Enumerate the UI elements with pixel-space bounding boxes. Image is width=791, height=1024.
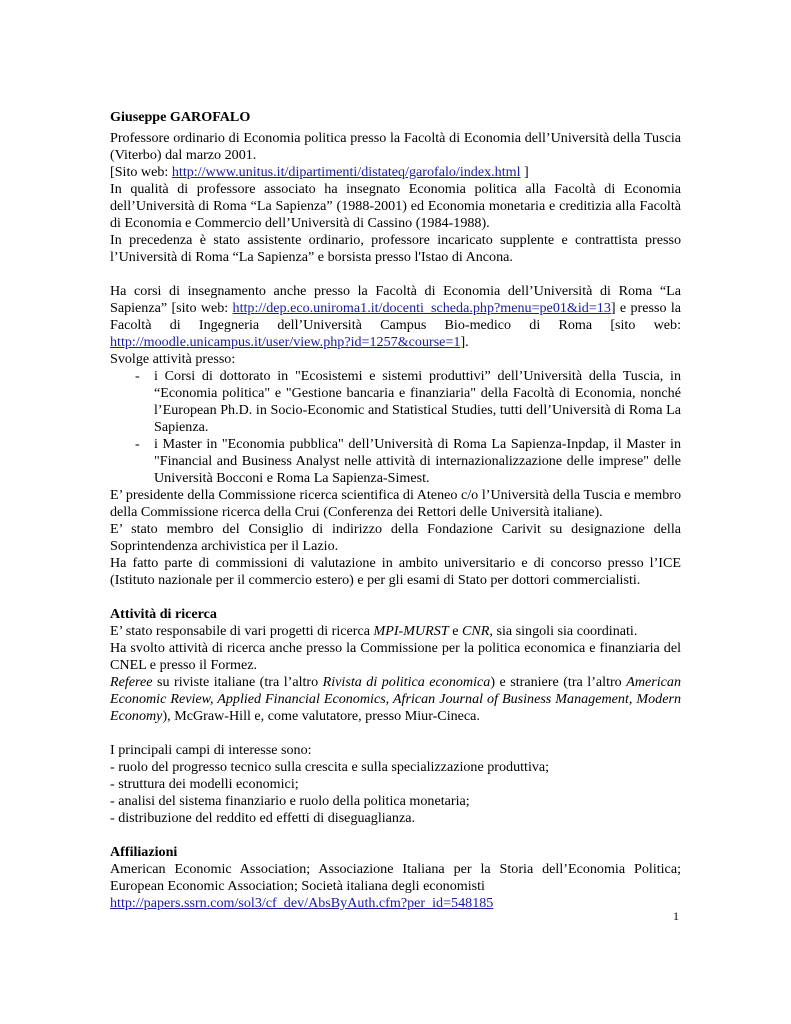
spacer	[110, 827, 681, 844]
intro-associate: In qualità di professore associato ha insegnato Economia politica alla Facoltà di Economia dell’Università di Roma “La Sapienza” (1988-2001) ed Economia monetaria e creditizia alla Facoltà di Economia e Commercio dell’Università di Cassino (1984-1988).	[110, 181, 681, 231]
ssrn-line	[110, 895, 681, 912]
intro-position: Professore ordinario di Economia politica presso la Facoltà di Economia dell’Università della Tuscia (Viterbo) dal marzo 2001.	[110, 130, 681, 163]
commissioni-paragraph: Ha fatto parte di commissioni di valutazione in ambito universitario e di concorso presso l’ICE (Istituto nazionale per il commercio estero) e per gli esami di Stato per dottori commercialisti.	[110, 555, 681, 588]
dash-bullet: -	[135, 436, 140, 452]
research-projects: E’ stato responsabile di vari progetti di ricerca MPI-MURST e CNR, sia singoli sia coordinati.	[110, 623, 638, 639]
svolge-heading: Svolge attività presso:	[110, 351, 236, 367]
carivit-paragraph: E’ stato membro del Consiglio di indirizzo della Fondazione Carivit su designazione della Soprintendenza archivistica per il Lazio.	[110, 521, 681, 554]
interest-item: - analisi del sistema finanziario e ruolo della politica monetaria;	[110, 793, 470, 809]
interest-item: - distribuzione del reddito ed effetti di diseguaglianza.	[110, 810, 416, 826]
unitus-link[interactable]: http://www.unitus.it/dipartimenti/distateq/garofalo/index.html	[171, 164, 521, 180]
presidente-paragraph: E’ presidente della Commissione ricerca scientifica di Ateneo c/o l’Università della Tuscia e membro della Commissione ricerca della Crui (Conferenza dei Rettori delle Università italiane).	[110, 487, 681, 520]
teaching-paragraph: Ha corsi di insegnamento anche presso la Facoltà di Economia dell’Università di Roma “La Sapienza” [sito web: http://dep.eco.uniroma1.it/docenti_scheda.php?menu=pe01&id=13] e presso la Facoltà di Ingegneria dell’Università Campus Bio-medico di Roma [sito web: http://moodle.unicampus.it/user/view.php?id=1257&course=1].	[110, 283, 681, 350]
uniroma-link[interactable]: http://dep.eco.uniroma1.it/docenti_scheda.php?menu=pe01&id=13	[232, 300, 611, 316]
intro-website: [Sito web: http://www.unitus.it/dipartimenti/distateq/garofalo/index.html ]	[110, 164, 529, 180]
intro-previous: In precedenza è stato assistente ordinario, professore incaricato supplente e contrattista presso l’Università di Roma “La Sapienza” e borsista presso l'Istao di Ancona.	[110, 232, 681, 265]
spacer	[110, 589, 681, 606]
activity-list	[110, 368, 681, 487]
dash-bullet: -	[135, 368, 140, 384]
spacer	[110, 266, 681, 283]
list-item: - i Corsi di dottorato in "Ecosistemi e sistemi produttivi” dell’Università della Tuscia, in “Economia politica" e "Gestione bancaria e finanziaria" della Facoltà di Economia, nonché l’European Ph.D. in Socio-Economic and Statistical Studies, tutti dell’Università di Roma La Sapienza.	[135, 368, 681, 435]
unicampus-link[interactable]: http://moodle.unicampus.it/user/view.php?id=1257&course=1	[110, 334, 461, 350]
page-number: 1	[673, 909, 679, 923]
research-heading: Attività di ricerca	[110, 606, 217, 622]
interest-item: - ruolo del progresso tecnico sulla crescita e sulla specializzazione produttiva;	[110, 759, 550, 775]
interest-item: - struttura dei modelli economici;	[110, 776, 299, 792]
document-body	[110, 109, 681, 912]
research-cnel: Ha svolto attività di ricerca anche presso la Commissione per la politica economica e finanziaria del CNEL e presso il Formez.	[110, 640, 681, 673]
spacer	[110, 725, 681, 742]
ssrn-link[interactable]: http://papers.ssrn.com/sol3/cf_dev/AbsByAuth.cfm?per_id=548185	[110, 895, 494, 911]
affiliations-heading: Affiliazioni	[110, 844, 178, 860]
list-item: - i Master in "Economia pubblica" dell’Università di Roma La Sapienza-Inpdap, il Master in "Financial and Business Analyst nelle attività di internazionalizzazione delle imprese" delle Università Bocconi e Roma La Sapienza-Simest.	[135, 436, 681, 486]
affiliations-text: American Economic Association; Associazione Italiana per la Storia dell’Economia Politica; European Economic Association; Società italiana degli economisti	[110, 861, 681, 894]
referee-paragraph: Referee su riviste italiane (tra l’altro Rivista di politica economica) e straniere (tra l’altro American Economic Review, Applied Financial Economics, African Journal of Business Management, Modern Economy), McGraw-Hill e, come valutatore, presso Miur-Cineca.	[110, 674, 682, 724]
author-name: Giuseppe GAROFALO	[110, 109, 251, 125]
interests-intro: I principali campi di interesse sono:	[110, 742, 312, 758]
